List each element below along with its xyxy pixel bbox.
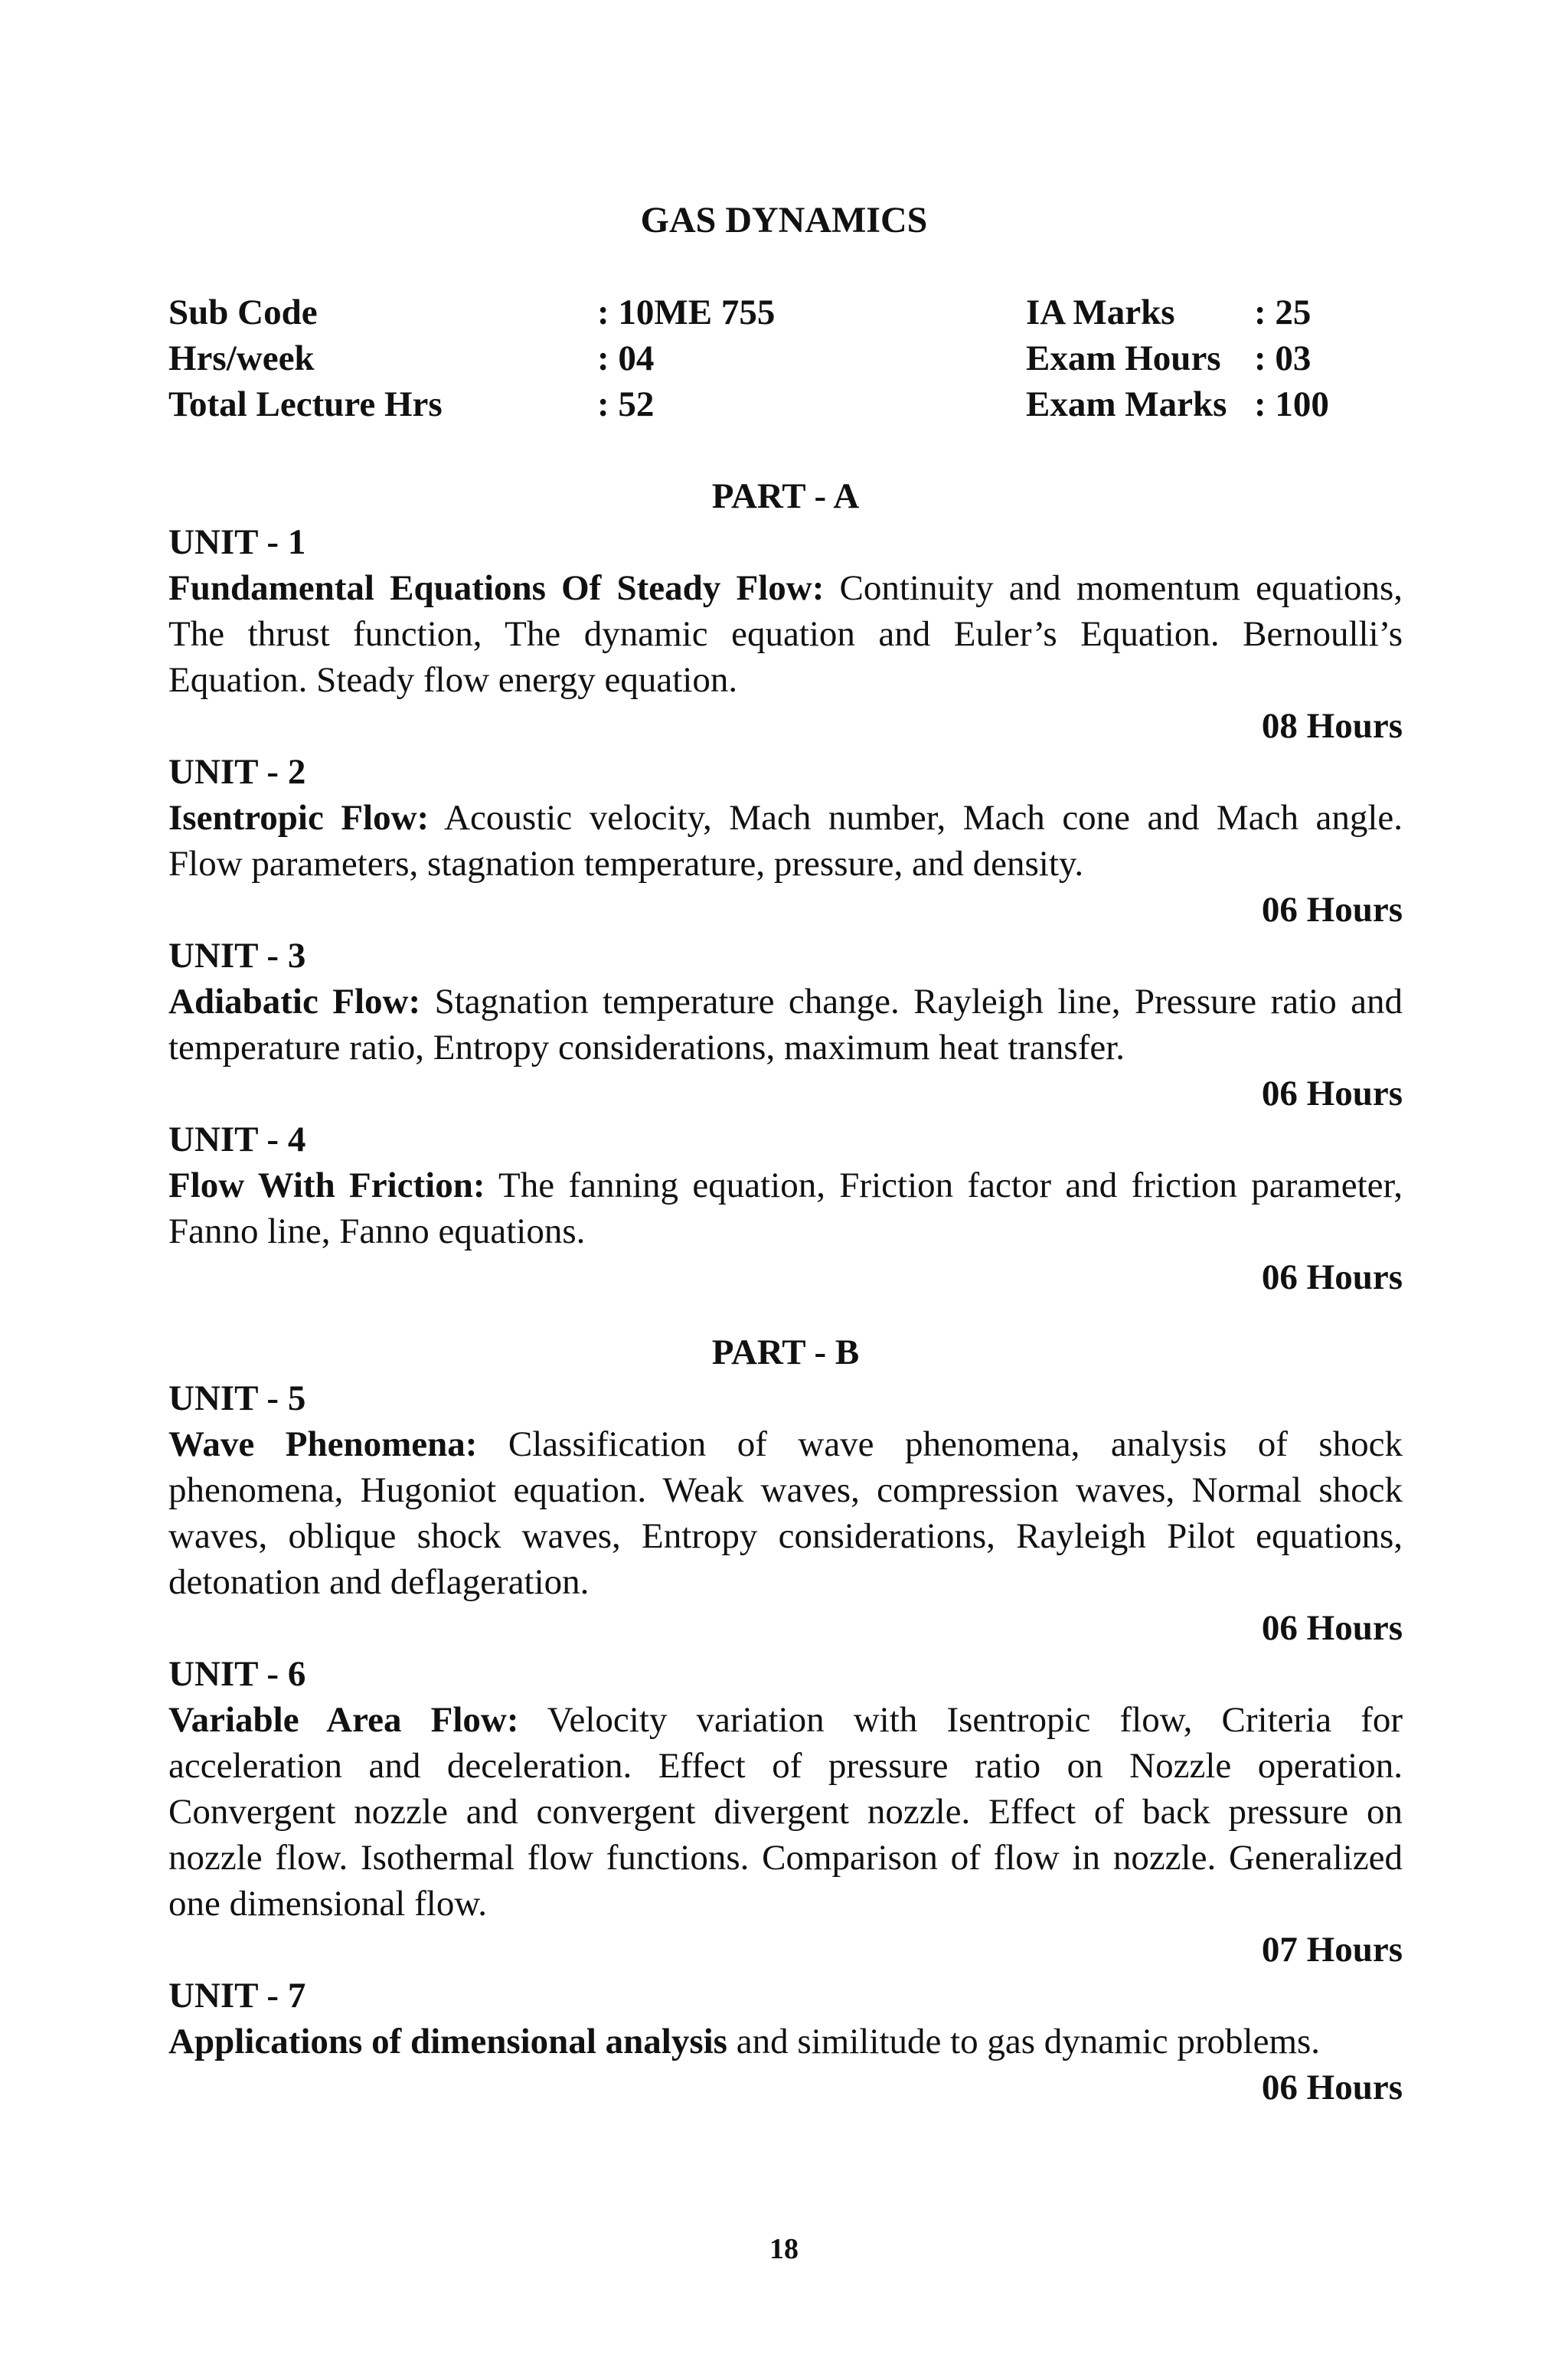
unit-description [168, 1162, 1403, 1254]
unit-description [168, 795, 1403, 887]
unit-heading: UNIT - 1 [168, 522, 306, 562]
unit-topic: Wave Phenomena: [168, 1424, 478, 1464]
unit-heading: UNIT - 5 [168, 1378, 306, 1418]
exam-hours-value: : 03 [1254, 338, 1312, 378]
sub-code-label: Sub Code [168, 293, 318, 332]
meta-row-2 [168, 335, 1409, 381]
part-b-heading: PART - B [711, 1332, 860, 1372]
meta-row-1 [168, 289, 1409, 335]
unit-text: Velocity variation with Isentropic flow, Criteria for acceleration and deceleration. Effect of pressure ratio on Nozzle operation. Convergent nozzle and convergent divergent nozzle. Effect of back pressure on nozzle flow. Isothermal flow functions. Comparison of flow in nozzle. Generalized one dimensional flow. [168, 1700, 1403, 1924]
ia-marks-label: IA Marks [1026, 293, 1175, 332]
unit-topic: Fundamental Equations Of Steady Flow: [168, 568, 825, 608]
part-a-heading: PART - A [711, 476, 860, 516]
unit-description [168, 979, 1403, 1071]
unit-topic: Adiabatic Flow: [168, 982, 421, 1022]
unit-text: The fanning equation, Friction factor and friction parameter, Fanno line, Fanno equations. [168, 1166, 1403, 1251]
part-b-section [168, 1329, 1403, 2110]
exam-marks-label: Exam Marks [1026, 384, 1227, 424]
unit-heading: UNIT - 4 [168, 1120, 306, 1159]
unit-description [168, 565, 1403, 703]
total-hrs-value: : 52 [597, 384, 655, 424]
unit-description [168, 1421, 1403, 1605]
unit-hours: 06 Hours [1261, 890, 1403, 930]
unit-description [168, 1697, 1403, 1927]
ia-marks-value: : 25 [1254, 293, 1312, 332]
unit-hours: 07 Hours [1261, 1930, 1403, 1970]
exam-marks-value: : 100 [1254, 384, 1329, 424]
unit-hours: 08 Hours [1261, 706, 1403, 746]
unit-text: Classification of wave phenomena, analysis of shock phenomena, Hugoniot equation. Weak waves, compression waves, Normal shock waves, oblique shock waves, Entropy considerations, Rayleigh Pilot equations, detonation and deflageration. [168, 1424, 1403, 1602]
unit-heading: UNIT - 2 [168, 752, 306, 792]
total-hrs-label: Total Lecture Hrs [168, 384, 443, 424]
unit-hours: 06 Hours [1261, 1257, 1403, 1297]
unit-topic: Variable Area Flow: [168, 1700, 519, 1740]
unit-description [168, 2019, 1403, 2065]
unit-hours: 06 Hours [1261, 2068, 1403, 2107]
unit-hours: 06 Hours [1261, 1074, 1403, 1113]
hrs-week-label: Hrs/week [168, 338, 315, 378]
unit-text: Continuity and momentum equations, The thrust function, The dynamic equation and Euler’s Equation. Bernoulli’s Equation. Steady flow energy equation. [168, 568, 1403, 700]
unit-heading: UNIT - 3 [168, 936, 306, 976]
unit-topic: Isentropic Flow: [168, 798, 430, 838]
meta-row-3 [168, 381, 1409, 427]
sub-code-value: : 10ME 755 [597, 293, 776, 332]
unit-text: Acoustic velocity, Mach number, Mach cone and Mach angle. Flow parameters, stagnation temperature, pressure, and density. [168, 798, 1403, 884]
unit-topic: Flow With Friction: [168, 1166, 485, 1205]
part-a-section [168, 473, 1403, 1300]
unit-topic: Applications of dimensional analysis [168, 2022, 727, 2061]
hrs-week-value: : 04 [597, 338, 655, 378]
unit-hours: 06 Hours [1261, 1608, 1403, 1648]
unit-text: and similitude to gas dynamic problems. [727, 2022, 1321, 2061]
unit-text: Stagnation temperature change. Rayleigh line, Pressure ratio and temperature ratio, Entropy considerations, maximum heat transfer. [168, 982, 1403, 1067]
unit-heading: UNIT - 7 [168, 1976, 306, 2016]
course-meta [168, 289, 1409, 427]
page-number: 18 [769, 2233, 799, 2265]
page-title: GAS DYNAMICS [640, 200, 928, 240]
exam-hours-label: Exam Hours [1026, 338, 1221, 378]
unit-heading: UNIT - 6 [168, 1654, 306, 1694]
